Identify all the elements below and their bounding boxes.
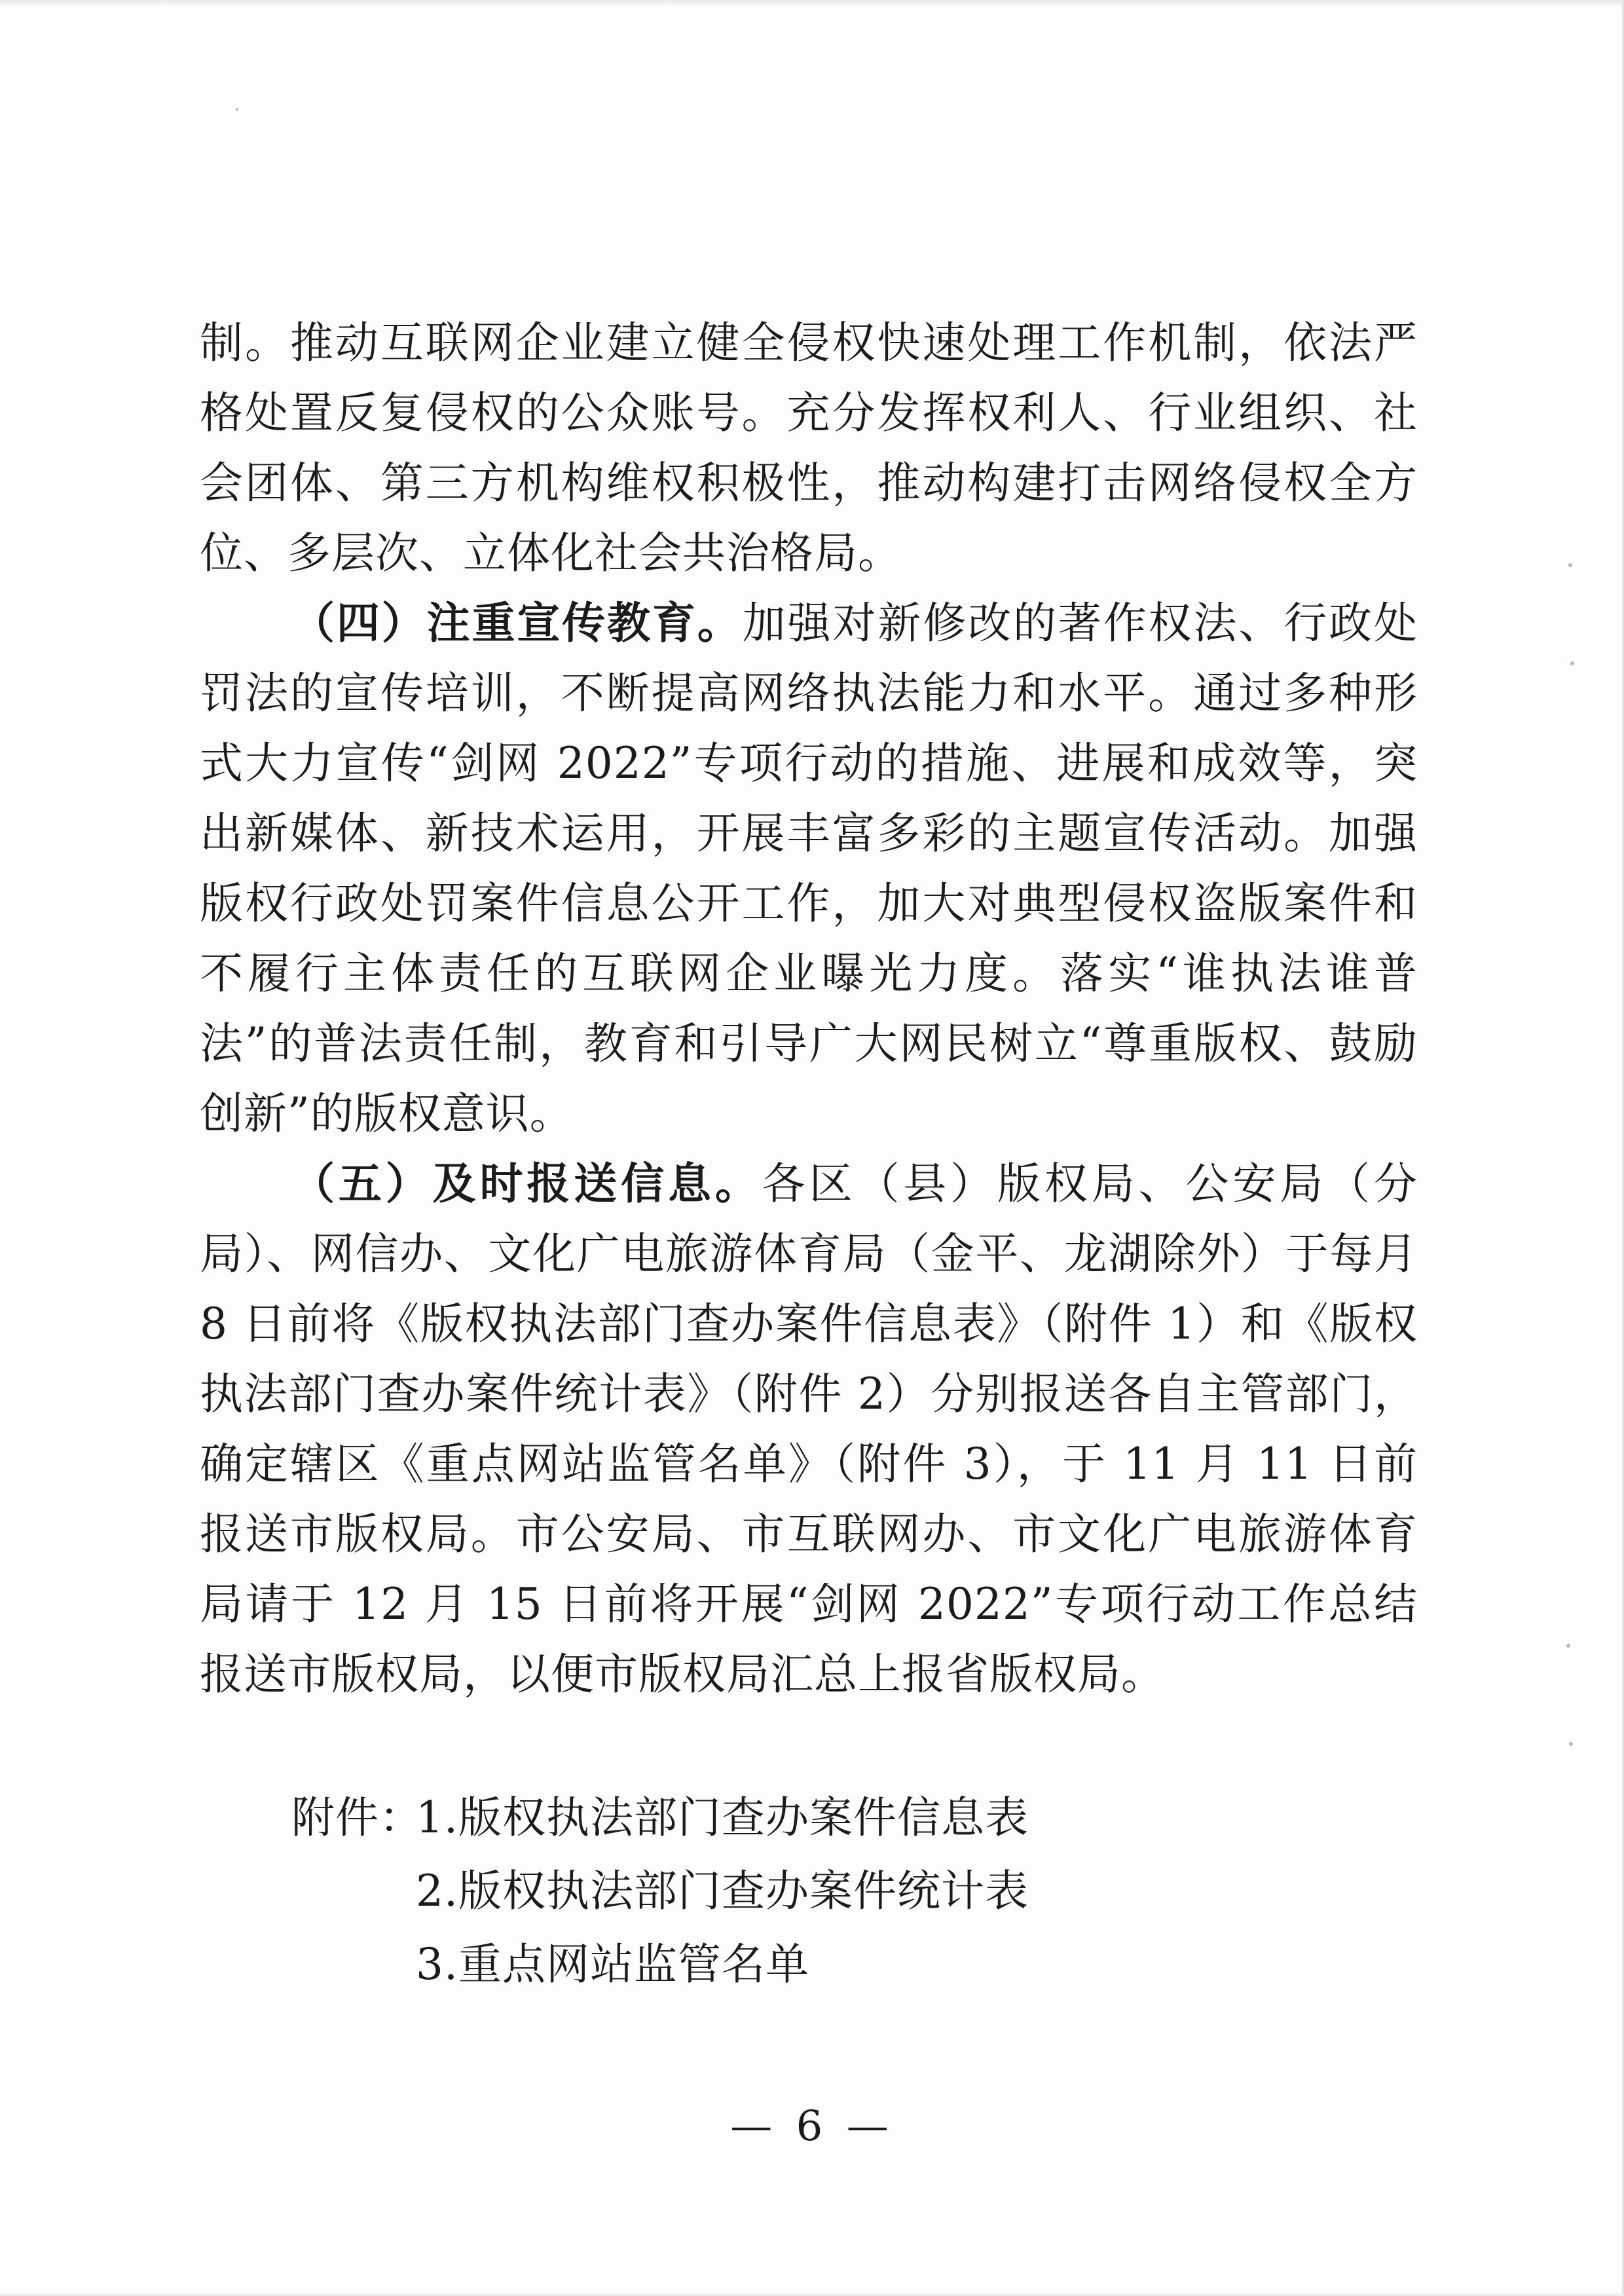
- body-text: [200, 308, 1418, 1709]
- attachment-item: 2.版权执法部门查办案件统计表: [416, 1866, 1029, 1916]
- attachment-item: 3.重点网站监管名单: [416, 1939, 809, 1990]
- attachment-indent: [291, 1928, 416, 2001]
- attachments-list: [291, 1781, 1029, 2001]
- scan-speck: [1568, 563, 1572, 567]
- attachment-item: 1.版权执法部门查办案件信息表: [416, 1792, 1029, 1843]
- page-number: — 6 —: [730, 2102, 894, 2151]
- scan-speck: [1569, 1742, 1573, 1746]
- scan-speck: [1566, 1644, 1570, 1648]
- paragraph-text: 加强对新修改的著作权法、行政处罚法的宣传培训，不断提高网络执法能力和水平。通过多种形式大力宣传“剑网 2022”专项行动的措施、进展和成效等，突出新媒体、新技术运用，开展丰富多彩的主题宣传活动。加强版权行政处罚案件信息公开工作，加大对典型侵权盗版案件和不履行主体责任的互联网企业曝光力度。落实“谁执法谁普法”的普法责任制，教育和引导广大网民树立“尊重版权、鼓励创新”的版权意识。: [200, 598, 1418, 1139]
- attachment-row: [291, 1928, 1029, 2001]
- paragraph-reporting: [200, 1149, 1418, 1709]
- scan-speck: [236, 108, 238, 111]
- scan-speck: [1570, 661, 1574, 665]
- attachment-row: [291, 1855, 1029, 1928]
- paragraph-heading: （四）注重宣传教育。: [291, 597, 743, 648]
- paragraph-text: 制。推动互联网企业建立健全侵权快速处理工作机制，依法严格处置反复侵权的公众账号。充分发挥权利人、行业组织、社会团体、第三方机构维权积极性，推动构建打击网络侵权全方位、多层次、立体化社会共治格局。: [200, 318, 1418, 578]
- paragraph-continuation: [200, 308, 1418, 588]
- attachments-label: 附件：: [291, 1792, 423, 1843]
- paragraph-text: 各区（县）版权局、公安局（分局）、网信办、文化广电旅游体育局（金平、龙湖除外）于每月 8 日前将《版权执法部门查办案件信息表》（附件 1）和《版权执法部门查办案件统计表》（附件 2）分别报送各自主管部门，确定辖区《重点网站监管名单》（附件 3），于 11 月 11 日前报送市版权局。市公安局、市互联网办、市文化广电旅游体育局请于 12 月 15 日前将开展“剑网 2022”专项行动工作总结报送市版权局，以便市版权局汇总上报省版权局。: [200, 1158, 1418, 1699]
- page-edge: [0, 0, 1624, 7]
- attachment-indent: [291, 1855, 416, 1928]
- paragraph-publicity: [200, 588, 1418, 1149]
- paragraph-heading: （五）及时报送信息。: [291, 1158, 762, 1209]
- attachment-row: [291, 1781, 1029, 1855]
